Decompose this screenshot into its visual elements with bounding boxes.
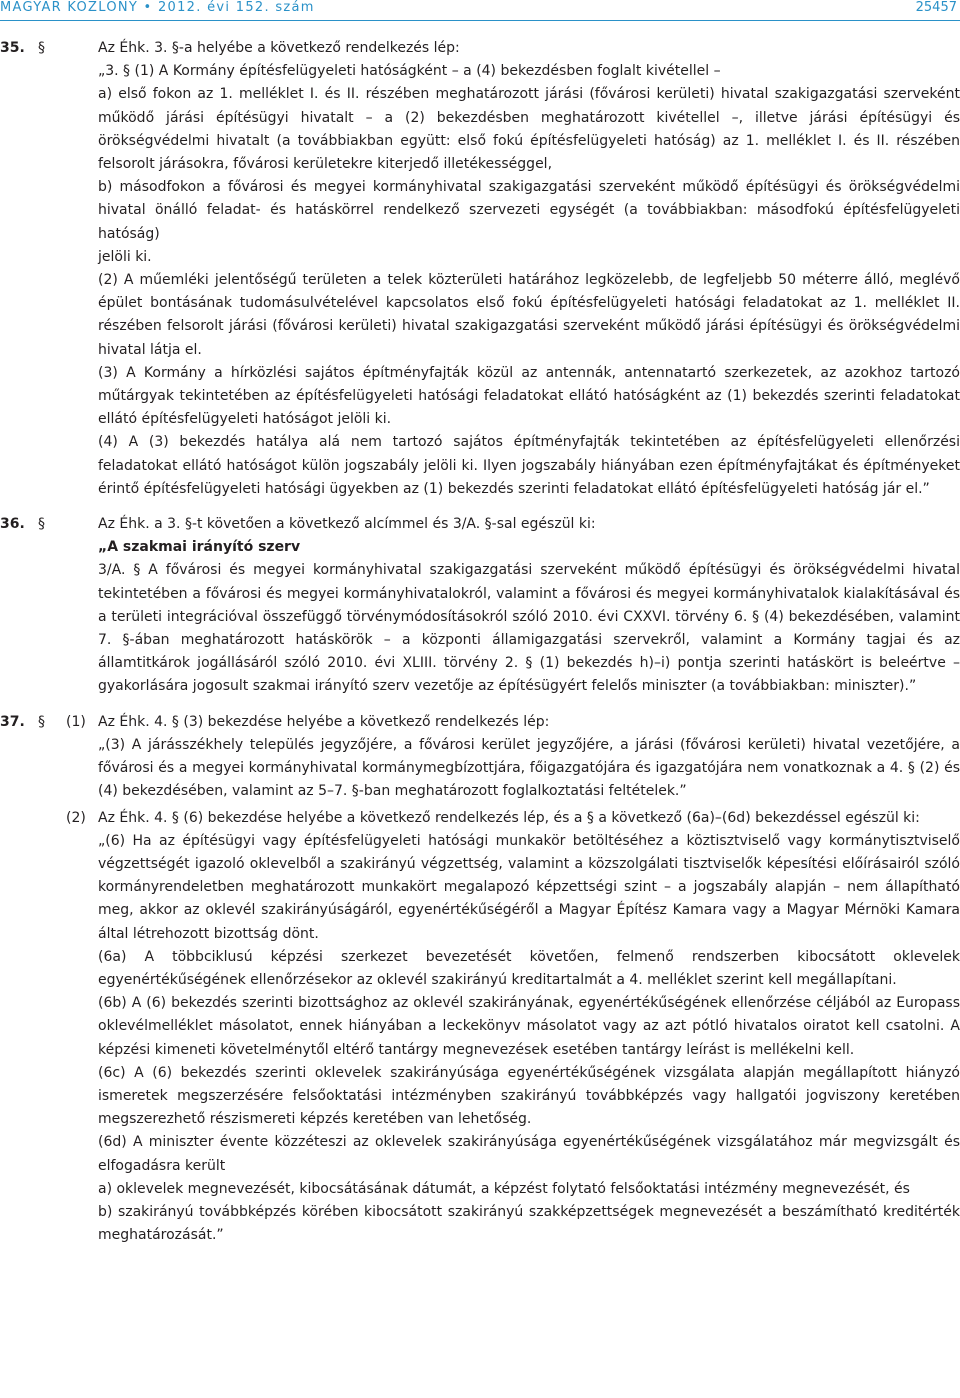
section-intro: Az Éhk. 3. §-a helyébe a következő rendelkezés lép: — [98, 40, 460, 56]
section-symbol: § — [38, 516, 45, 533]
paragraph: b) másodfokon a fővárosi és megyei kormányhivatal szakigazgatási szerveként működő építésügyi és örökségvédelmi hivatal önálló feladat- és hatáskörrel rendelkező szervezeti egységét (a továbbiakban: másodfokú építésfelügyeleti hatóság) — [98, 179, 960, 242]
paragraph: (6c) A (6) bekezdés szerinti oklevelek szakirányúsága egyenértékűségének vizsgálata alapján megállapított hiányzó ismeretek megszerzésére felsőoktatási intézményben szakirányú továbbképzés vagy hallgatói jogviszony keretében megszerezhető részismereti képzés keretében van lehetőség. — [98, 1064, 960, 1128]
header-rule — [0, 20, 960, 21]
subsection-text — [98, 807, 960, 1248]
paragraph: (6d) A miniszter évente közzéteszi az oklevelek szakirányúsága egyenértékűségének vizsgálatához már megvizsgált és elfogadásra került — [98, 1134, 960, 1174]
paragraph: a) első fokon az 1. melléklet I. és II. részében meghatározott járási (fővárosi kerületi) hivatal szakigazgatási szerveként működő járási építésügyi hivatalt – a (2) bekezdésben meghatározott kivétellel –, illetve járási építésügyi és örökségvédelmi hivatalt (a továbbiakban együtt: első fokú építésfelügyeleti hatóság) az 1. melléklet I. és II. részében felsorolt járásokra, fővárosi kerületekre kiterjedő illetékességgel, — [98, 86, 960, 173]
page-number: 25457 — [915, 0, 957, 15]
paragraph: jelöli ki. — [98, 248, 152, 265]
section-gap — [0, 501, 960, 513]
section-text — [98, 513, 960, 699]
paragraph: (6a) A többciklusú képzési szerkezet bevezetését követően, felmenő rendszerben kibocsátott oklevelek egyenértékűségének ellenőrzésekor az oklevél szakirányú kreditartalmát a 4. melléklet szerint kell megállapítani. — [98, 948, 960, 988]
document-body — [0, 37, 960, 1247]
subsection-text — [98, 711, 960, 804]
journal-title: MAGYAR KÖZLÖNY • 2012. évi 152. szám — [0, 0, 315, 15]
paragraph: (2) A műemléki jelentőségű területen a telek közterületi határához legközelebb, de legfeljebb 50 méterre álló, meglévő épület bontásának tudomásulvételével kapcsolatos első fokú építésfelügyeleti hatósági feladatokat az 1. melléklet II. részében felsorolt járási (fővárosi kerületi) hivatal szakigazgatási szerveként működő járási építésügyi és örökségvédelmi hivatal látja el. — [98, 272, 960, 358]
subsection-number: (2) — [66, 809, 86, 826]
section-37 — [0, 711, 960, 1248]
section-number: 36. — [0, 516, 25, 533]
subtitle-heading: „A szakmai irányító szerv — [98, 539, 301, 556]
paragraph: (6b) A (6) bekezdés szerinti bizottsághoz az oklevél szakirányának, egyenértékűségének ellenőrzése céljából az Europass oklevélmelléklet másolatot, ennek hiányában a leckekönyv másolatot vagy az azt pótló hivatalos oiratot kell csatolni. A képzési kimeneti követelménytől eltérő tantárgy megnevezések esetében tantárgy leírást is mellékelni kell. — [98, 995, 960, 1058]
paragraph: a) oklevelek megnevezését, kibocsátásának dátumát, a képzést folytató felsőoktatási intézmény megnevezését, és — [98, 1180, 910, 1197]
section-symbol: § — [38, 40, 45, 56]
section-number: 35. — [0, 40, 25, 56]
section-gap — [0, 699, 960, 711]
subsection-intro: Az Éhk. 4. § (6) bekezdése helyébe a következő rendelkezés lép, és a § a következő (6a)–(6d) bekezdéssel egészül ki: — [98, 809, 920, 826]
subsection-number: (1) — [66, 713, 86, 730]
subsection-intro: Az Éhk. 4. § (3) bekezdése helyébe a következő rendelkezés lép: — [98, 713, 550, 730]
paragraph: „(3) A járásszékhely település jegyzőjére, a fővárosi kerület jegyzőjére, a járási (fővárosi kerületi) hivatal vezetőjére, a fővárosi és a megyei kormányhivatal kormánymegbízottjára, főigazgatójára és igazgatójára nem vonatkoznak a 4. § (2) és (4) bekezdésében, valamint az 5–7. §-ban meghatározott foglalkoztatási feltételek.” — [98, 736, 960, 800]
paragraph: (4) A (3) bekezdés hatálya alá nem tartozó sajátos építményfajták tekintetében az építésfelügyeleti ellenőrzési feladatokat ellátó hatóságot külön jogszabály jelöli ki. Ilyen jogszabály hiányában ezen építményfajtákat és építményeket érintő építésfelügyeleti hatósági ügyekben az (1) bekezdés szerinti feladatokat ellátó építésfelügyeleti hatóság jár el.” — [98, 434, 960, 497]
section-number: 37. — [0, 713, 25, 730]
paragraph: „3. § (1) A Kormány építésfelügyeleti hatóságként – a (4) bekezdésben foglalt kivétellel – — [98, 63, 721, 80]
subsection-1 — [0, 711, 960, 804]
paragraph: „(6) Ha az építésügyi vagy építésfelügyeleti hatósági munkakör betöltéséhez a köztisztviselő vagy kormánytisztviselő végzettségét igazoló oklevelből a szakirányú végzettség, valamint a közszolgálati tisztviselők képesítési előírásairól szóló kormányrendeletben meghatározott munkakört megalapozó képzettségi szint – a jogszabály alapján – nem állapítható meg, akkor az oklevél szakirányúságáról, egyenértékűségéről a Magyar Építész Kamara vagy a Magyar Mérnöki Kamara által létrehozott bizottság dönt. — [98, 832, 960, 942]
paragraph: b) szakirányú továbbképzés körében kibocsátott szakirányú szakképzettségek megnevezését a beszámítható kreditérték meghatározását.” — [98, 1203, 960, 1244]
section-36 — [0, 513, 960, 699]
subsection-2 — [0, 807, 960, 1248]
section-intro: Az Éhk. a 3. §-t követően a következő alcímmel és 3/A. §-sal egészül ki: — [98, 516, 596, 533]
section-text — [98, 37, 960, 501]
paragraph: (3) A Kormány a hírközlési sajátos építményfajták közül az antennák, antennatartó szerkezetek, az azokhoz tartozó műtárgyak tekintetében az építésfelügyeleti hatósági feladatokat ellátó hatóságként az (1) bekezdés szerinti feladatokat ellátó építésfelügyeleti hatóságot jelöli ki. — [98, 364, 960, 428]
paragraph: 3/A. § A fővárosi és megyei kormányhivatal szakigazgatási szerveként működő építésügyi és örökségvédelmi hivatal tekintetében a fővárosi és megyei kormányhivatalokról, valamint a fővárosi és megyei kormányhivatalok kialakításával és a területi integrációval összefüggő törvénymódosításokról szóló 2010. évi CXXVI. törvény 6. § (4) bekezdésében, valamint 7. §-ában meghatározott hatáskörök – a központi államigazgatási szervekről, valamint a Kormány tagjai és az államtitkárok jogállásáról szóló 2010. évi XLIII. törvény 2. § (1) bekezdés h)–i) pontja szerinti hatáskört is beleértve – gyakorlására jogosult szakmai irányító szerv vezetője az építésügyért felelős miniszter (a továbbiakban: miniszter).” — [98, 562, 960, 695]
page-header — [0, 0, 960, 22]
section-35 — [0, 37, 960, 501]
section-symbol: § — [38, 713, 45, 730]
